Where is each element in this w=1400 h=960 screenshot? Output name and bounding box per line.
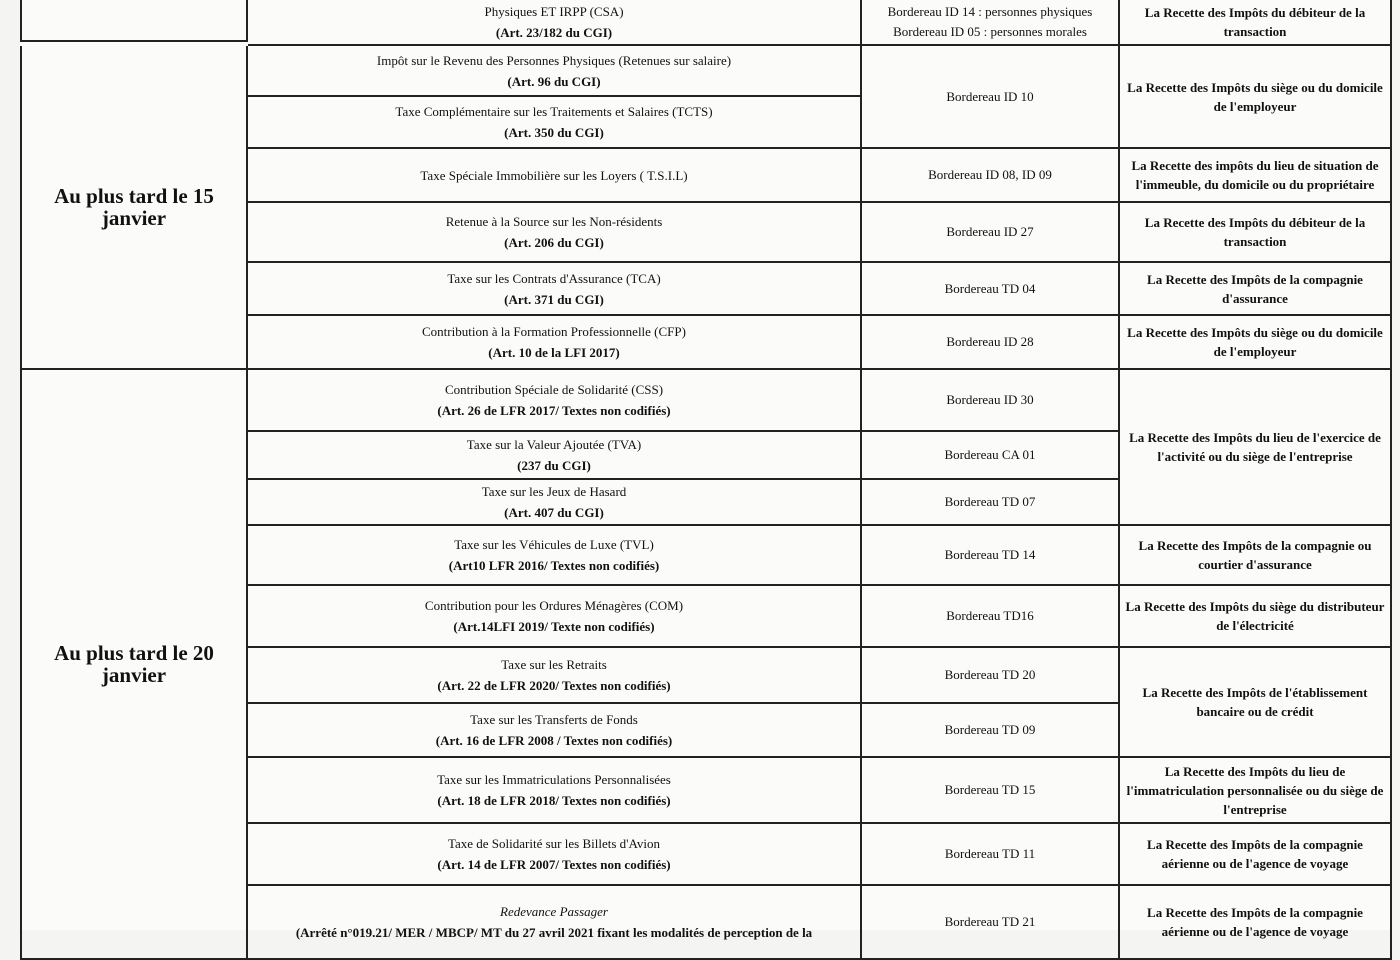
- office-cell: La Recette des Impôts de la compagnie ou courtier d'assurance: [1120, 526, 1392, 586]
- office-cell: La Recette des Impôts du débiteur de la transaction: [1120, 0, 1392, 46]
- form-cell: Bordereau ID 10: [862, 46, 1120, 149]
- tax-name: Taxe de Solidarité sur les Billets d'Avion: [447, 836, 661, 851]
- form-cell: Bordereau ID 08, ID 09: [862, 149, 1120, 203]
- tax-cell: [248, 758, 862, 824]
- tax-name: Taxe sur les Véhicules de Luxe (TVL): [454, 537, 654, 552]
- tax-cell: [248, 586, 862, 648]
- form-cell: Bordereau TD 20: [862, 648, 1120, 704]
- form-cell: Bordereau TD 15: [862, 758, 1120, 824]
- tax-ref: (Art. 350 du CGI): [504, 125, 604, 140]
- tax-ref: (Art. 18 de LFR 2018/ Textes non codifiés): [437, 793, 671, 808]
- office-cell: La Recette des Impôts de la compagnie aérienne ou de l'agence de voyage: [1120, 824, 1392, 886]
- tax-cell: [248, 526, 862, 586]
- office-cell: La Recette des Impôts du lieu de l'exercice de l'activité ou du siège de l'entreprise: [1120, 370, 1392, 526]
- tax-name: Redevance Passager: [500, 904, 608, 919]
- tax-ref: (Art. 371 du CGI): [504, 291, 604, 307]
- deadline-cell-20-january: Au plus tard le 20 janvier: [20, 370, 248, 960]
- tax-ref: (Art10 LFR 2016/ Textes non codifiés): [448, 558, 660, 573]
- tax-cell: [248, 0, 862, 46]
- tax-calendar-table: [20, 0, 1392, 960]
- tax-name: Taxe sur les Transferts de Fonds: [470, 712, 638, 727]
- form-cell: Bordereau TD 14: [862, 526, 1120, 586]
- tax-cell: [248, 886, 862, 960]
- tax-ref: (Art. 10 de la LFI 2017): [488, 345, 620, 360]
- form-cell: Bordereau TD 21: [862, 886, 1120, 960]
- tax-name: Taxe Spéciale Immobilière sur les Loyers ( T.S.I.L): [420, 167, 688, 183]
- tax-name: Taxe sur la Valeur Ajoutée (TVA): [466, 437, 642, 452]
- tax-ref: (Art. 407 du CGI): [504, 505, 604, 520]
- office-cell: La Recette des Impôts du siège du distributeur de l'électricité: [1120, 586, 1392, 648]
- tax-name: Impôt sur le Revenu des Personnes Physiques (Retenues sur salaire): [376, 52, 732, 68]
- tax-name: Physiques ET IRPP (CSA): [484, 4, 624, 19]
- tax-ref: (Art. 26 de LFR 2017/ Textes non codifiés): [437, 403, 671, 418]
- office-cell: La Recette des Impôts du siège ou du domicile de l'employeur: [1120, 316, 1392, 370]
- tax-cell: [248, 46, 862, 97]
- form-cell: Bordereau TD 11: [862, 824, 1120, 886]
- tax-ref: (Art. 23/182 du CGI): [495, 25, 613, 40]
- tax-name: Taxe sur les Retraits: [501, 657, 607, 672]
- tax-cell: [248, 704, 862, 758]
- tax-cell: [248, 370, 862, 432]
- office-cell: La Recette des Impôts de la compagnie d'assurance: [1120, 263, 1392, 316]
- tax-ref: (Art. 96 du CGI): [507, 73, 601, 89]
- tax-cell: [248, 480, 862, 526]
- tax-name: Contribution à la Formation Professionnelle (CFP): [422, 324, 686, 339]
- office-cell: La Recette des Impôts du lieu de l'immatriculation personnalisée ou du siège de l'entreprise: [1120, 758, 1392, 824]
- tax-cell: [248, 824, 862, 886]
- deadline-cell-empty: [20, 0, 248, 42]
- tax-name: Contribution Spéciale de Solidarité (CSS): [444, 382, 664, 397]
- form-cell: Bordereau ID 27: [862, 203, 1120, 263]
- form-cell: Bordereau TD 04: [862, 263, 1120, 316]
- form-cell: Bordereau ID 14 : personnes physiques Bordereau ID 05 : personnes morales: [862, 0, 1120, 46]
- tax-name: Taxe sur les Immatriculations Personnalisées: [437, 772, 671, 787]
- tax-name: Taxe sur les Jeux de Hasard: [481, 484, 627, 499]
- tax-ref: (Art. 16 de LFR 2008 / Textes non codifiés): [435, 733, 673, 748]
- deadline-cell-15-january: Au plus tard le 15 janvier: [20, 46, 248, 370]
- tax-ref: (Art. 206 du CGI): [504, 235, 604, 250]
- form-cell: Bordereau ID 28: [862, 316, 1120, 370]
- tax-name: Taxe Complémentaire sur les Traitements et Salaires (TCTS): [395, 104, 713, 119]
- tax-cell: [248, 648, 862, 704]
- form-cell: Bordereau ID 30: [862, 370, 1120, 432]
- tax-ref: (Arrêté n°019.21/ MER / MBCP/ MT du 27 avril 2021 fixant les modalités de perception de la: [295, 925, 813, 940]
- tax-ref: (237 du CGI): [517, 458, 591, 473]
- tax-cell: [248, 432, 862, 480]
- form-cell: Bordereau TD 09: [862, 704, 1120, 758]
- tax-cell: [248, 203, 862, 263]
- tax-ref: (Art. 22 de LFR 2020/ Textes non codifiés): [437, 678, 671, 693]
- form-cell: Bordereau CA 01: [862, 432, 1120, 480]
- tax-ref: (Art. 14 de LFR 2007/ Textes non codifiés): [437, 857, 671, 872]
- office-cell: La Recette des Impôts de l'établissement bancaire ou de crédit: [1120, 648, 1392, 758]
- tax-name: Contribution pour les Ordures Ménagères (COM): [424, 598, 684, 613]
- tax-cell: [248, 97, 862, 149]
- tax-cell: [248, 149, 862, 203]
- tax-name: Taxe sur les Contrats d'Assurance (TCA): [447, 270, 661, 286]
- form-cell: Bordereau TD 07: [862, 480, 1120, 526]
- office-cell: La Recette des Impôts de la compagnie aérienne ou de l'agence de voyage: [1120, 886, 1392, 960]
- office-cell: La Recette des Impôts du siège ou du domicile de l'employeur: [1120, 46, 1392, 149]
- form-cell: Bordereau TD16: [862, 586, 1120, 648]
- office-cell: La Recette des Impôts du débiteur de la transaction: [1120, 203, 1392, 263]
- document-page: [20, 0, 1392, 940]
- tax-cell: [248, 316, 862, 370]
- tax-ref: (Art.14LFI 2019/ Texte non codifiés): [453, 619, 655, 634]
- tax-name: Retenue à la Source sur les Non-résidents: [445, 214, 663, 229]
- office-cell: La Recette des impôts du lieu de situation de l'immeuble, du domicile ou du propriétaire: [1120, 149, 1392, 203]
- tax-cell: [248, 263, 862, 316]
